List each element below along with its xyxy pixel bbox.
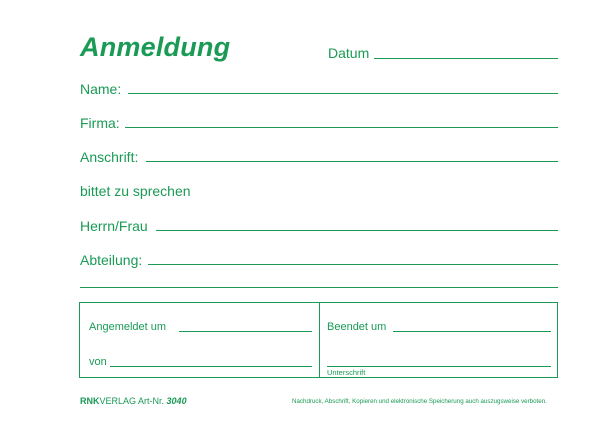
name-line[interactable] xyxy=(128,93,558,94)
abteilung-line[interactable] xyxy=(148,264,558,265)
date-label: Datum xyxy=(328,45,370,61)
angemeldet-label: Angemeldet um xyxy=(89,321,167,333)
von-label: von xyxy=(89,356,107,368)
beendet-label: Beendet um xyxy=(327,321,387,333)
signature-line[interactable] xyxy=(327,366,551,367)
herrn-frau-line[interactable] xyxy=(156,230,558,231)
beendet-line[interactable] xyxy=(393,331,551,332)
art-number: 3040 xyxy=(166,396,187,406)
unterschrift-label: Unterschrift xyxy=(327,368,366,377)
abteilung-label: Abteilung: xyxy=(80,252,143,268)
form-title: Anmeldung xyxy=(80,32,231,62)
bittet-label: bittet zu sprechen xyxy=(80,183,191,199)
extra-line[interactable] xyxy=(80,287,558,288)
copyright-notice: Nachdruck, Abschrift, Kopieren und elektronische Speicherung auch auszugsweise verboten. xyxy=(292,398,547,405)
date-line[interactable] xyxy=(374,58,558,59)
anschrift-line[interactable] xyxy=(146,161,558,162)
time-box-divider xyxy=(319,302,320,378)
brand-bold: RNK xyxy=(80,396,100,406)
angemeldet-line[interactable] xyxy=(179,331,312,332)
publisher-info xyxy=(80,396,187,406)
art-label: Art-Nr. xyxy=(138,396,165,406)
brand-rest: VERLAG xyxy=(99,396,137,406)
von-line[interactable] xyxy=(110,366,312,367)
firma-label: Firma: xyxy=(80,115,120,131)
firma-line[interactable] xyxy=(125,127,558,128)
herrn-frau-label: Herrn/Frau xyxy=(80,218,148,234)
name-label: Name: xyxy=(80,81,122,97)
anschrift-label: Anschrift: xyxy=(80,149,139,165)
